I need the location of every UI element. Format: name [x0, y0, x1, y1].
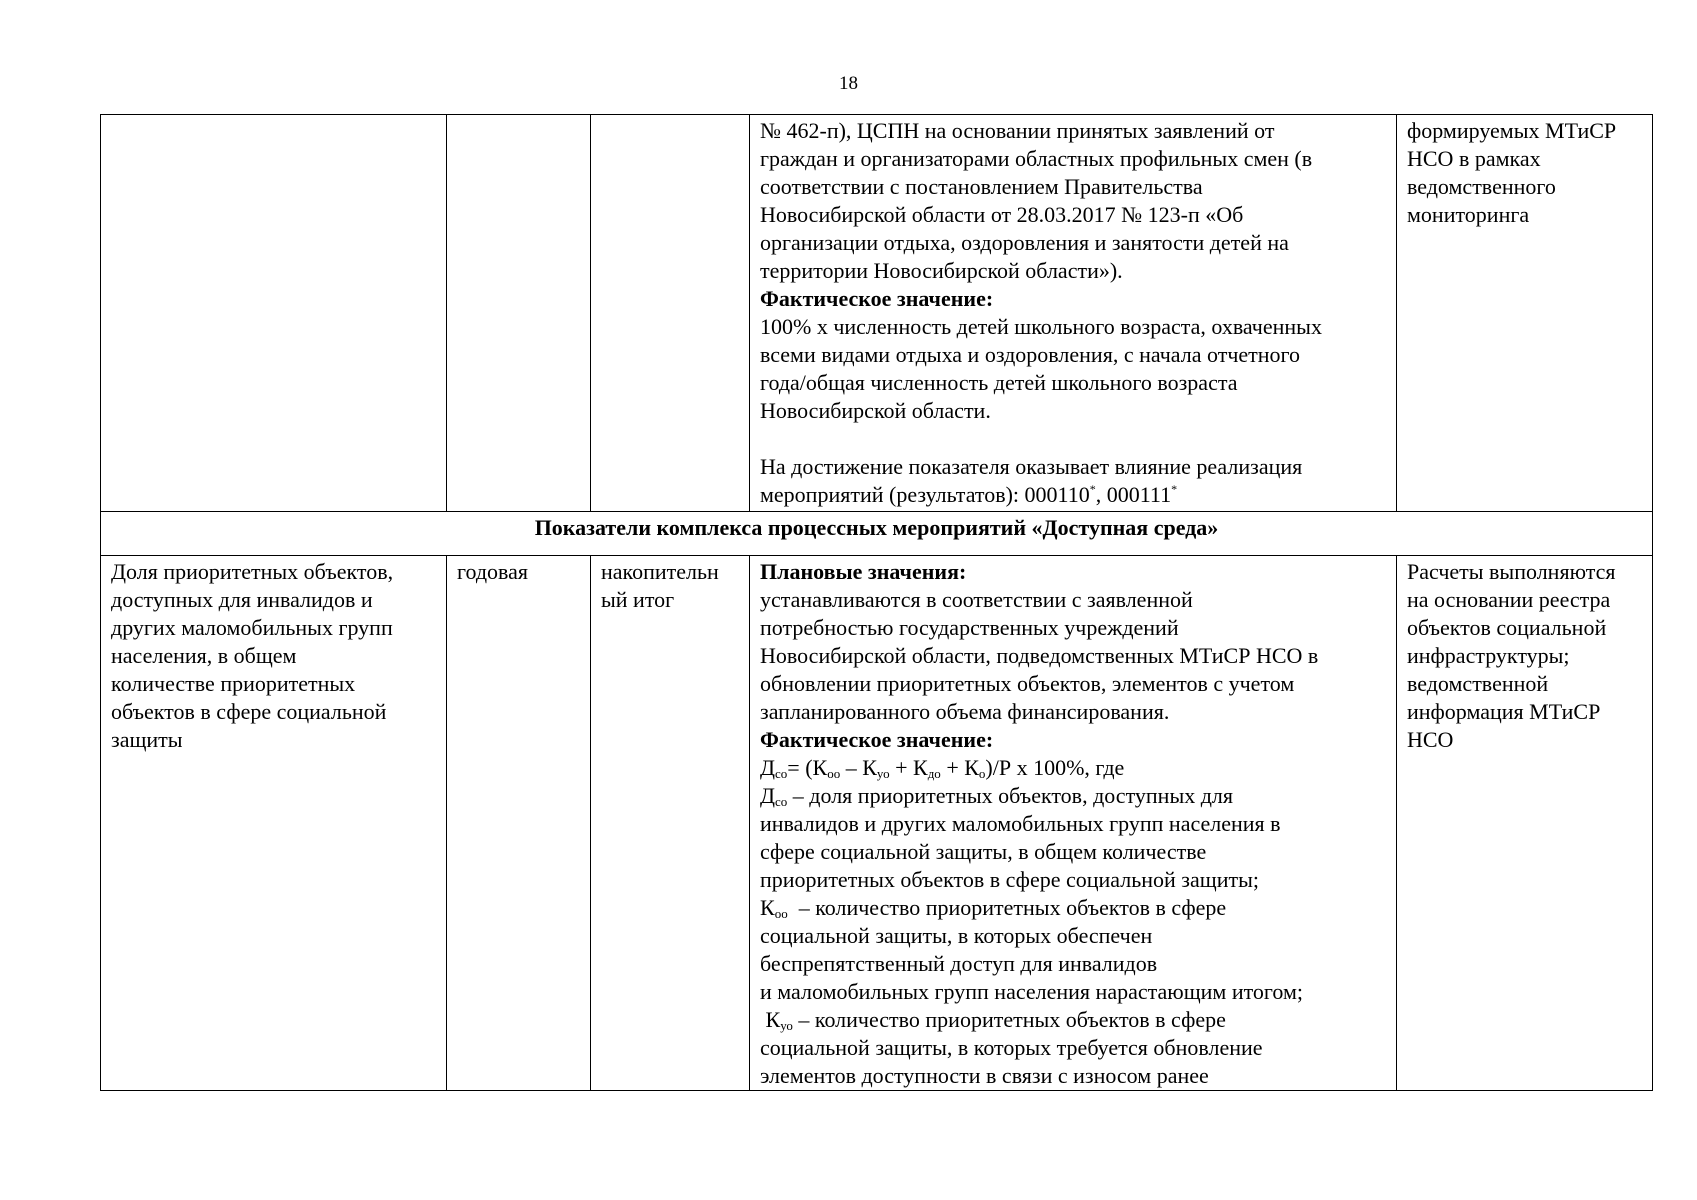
fact-line: Новосибирской области. — [760, 398, 991, 423]
section-heading-row — [101, 512, 1653, 556]
indicator-table — [100, 114, 1653, 1091]
calculation-cell — [750, 115, 1397, 512]
source-line: ведомственного — [1407, 174, 1556, 199]
source-line: НСО в рамках — [1407, 146, 1541, 171]
influence-separator: , 000111 — [1095, 482, 1172, 507]
period-value: годовая — [457, 559, 529, 584]
fact-line: всеми видами отдыха и оздоровления, с начала отчетного — [760, 342, 1301, 367]
fact-heading: Фактическое значение: — [760, 286, 994, 311]
calculation-line: Новосибирской области от 28.03.2017 № 123-п «Об — [760, 202, 1244, 227]
plan-line: устанавливаются в соответствии с заявленной — [760, 587, 1193, 612]
method-line: накопительн — [601, 559, 719, 584]
indicator-name-cell — [101, 556, 447, 1091]
calculation-line: граждан и организаторами областных профильных смен (в — [760, 146, 1313, 171]
definition-line: инвалидов и других маломобильных групп населения в — [760, 811, 1281, 836]
blank-line — [760, 425, 1386, 453]
indicator-line: объектов в сфере социальной — [111, 699, 387, 724]
influence-line-events — [760, 481, 1386, 509]
indicator-line: населения, в общем — [111, 643, 297, 668]
indicator-name-cell — [101, 115, 447, 512]
method-cell — [591, 556, 750, 1091]
indicator-line: других маломобильных групп — [111, 615, 393, 640]
fact-line: года/общая численность детей школьного возраста — [760, 370, 1238, 395]
plan-line: потребностью государственных учреждений — [760, 615, 1179, 640]
source-line: мониторинга — [1407, 202, 1530, 227]
definition-line: социальной защиты, в которых требуется обновление — [760, 1035, 1263, 1060]
table-row-continuation — [101, 115, 1653, 512]
plan-heading: Плановые значения: — [760, 559, 967, 584]
influence-prefix: мероприятий (результатов): 000110 — [760, 482, 1090, 507]
footnote-mark: * — [1089, 482, 1096, 496]
definition-line: $Д_{со}$ – доля приоритетных объектов, доступных для — [760, 783, 1234, 809]
method-cell — [591, 115, 750, 512]
indicator-line: Доля приоритетных объектов, — [111, 559, 394, 584]
source-line: формируемых МТиСР — [1407, 118, 1617, 143]
section-heading: Показатели комплекса процессных мероприятий «Доступная среда» — [101, 512, 1653, 556]
formula-line: $Д_{со}= (К_{оо} - К_{уо} + К_{до} + К_о)/Р$ х 100%, где — [760, 755, 1125, 781]
definition-line: сфере социальной защиты, в общем количестве — [760, 839, 1207, 864]
calculation-cell — [750, 556, 1397, 1091]
page-number: 18 — [839, 73, 858, 94]
indicator-line: доступных для инвалидов и — [111, 587, 373, 612]
method-line: ый итог — [601, 587, 675, 612]
definition-line: элементов доступности в связи с износом ранее — [760, 1063, 1209, 1088]
calculation-line: территории Новосибирской области»). — [760, 258, 1123, 283]
plan-line: обновлении приоритетных объектов, элементов с учетом — [760, 671, 1295, 696]
calculation-line: организации отдыха, оздоровления и занятости детей на — [760, 230, 1289, 255]
source-cell — [1397, 556, 1653, 1091]
table-row-indicator — [101, 556, 1653, 1091]
period-cell — [447, 556, 591, 1091]
source-line: НСО — [1407, 727, 1454, 752]
definition-line: приоритетных объектов в сфере социальной защиты; — [760, 867, 1259, 892]
source-line: информация МТиСР — [1407, 699, 1601, 724]
source-line: Расчеты выполняются — [1407, 559, 1616, 584]
calculation-line: № 462-п), ЦСПН на основании принятых заявлений от — [760, 118, 1275, 143]
calculation-line: соответствии с постановлением Правительства — [760, 174, 1203, 199]
definition-line: социальной защиты, в которых обеспечен — [760, 923, 1153, 948]
source-line: ведомственной — [1407, 671, 1549, 696]
influence-line: На достижение показателя оказывает влияние реализация — [760, 454, 1303, 479]
source-cell — [1397, 115, 1653, 512]
source-line: инфраструктуры; — [1407, 643, 1570, 668]
definition-line: и маломобильных групп населения нарастающим итогом; — [760, 979, 1304, 1004]
fact-line: 100% х численность детей школьного возраста, охваченных — [760, 314, 1322, 339]
definition-line: беспрепятственный доступ для инвалидов — [760, 951, 1158, 976]
definition-line: $К_{оо}$ – количество приоритетных объектов в сфере — [760, 895, 1227, 921]
period-cell — [447, 115, 591, 512]
source-line: на основании реестра — [1407, 587, 1611, 612]
plan-line: Новосибирской области, подведомственных МТиСР НСО в — [760, 643, 1319, 668]
plan-line: запланированного объема финансирования. — [760, 699, 1170, 724]
indicator-line: защиты — [111, 727, 183, 752]
definition-line: $К_{уо}$ – количество приоритетных объектов в сфере — [760, 1007, 1226, 1033]
indicator-line: количестве приоритетных — [111, 671, 356, 696]
source-line: объектов социальной — [1407, 615, 1607, 640]
footnote-mark: * — [1171, 482, 1178, 496]
fact-heading: Фактическое значение: — [760, 727, 994, 752]
